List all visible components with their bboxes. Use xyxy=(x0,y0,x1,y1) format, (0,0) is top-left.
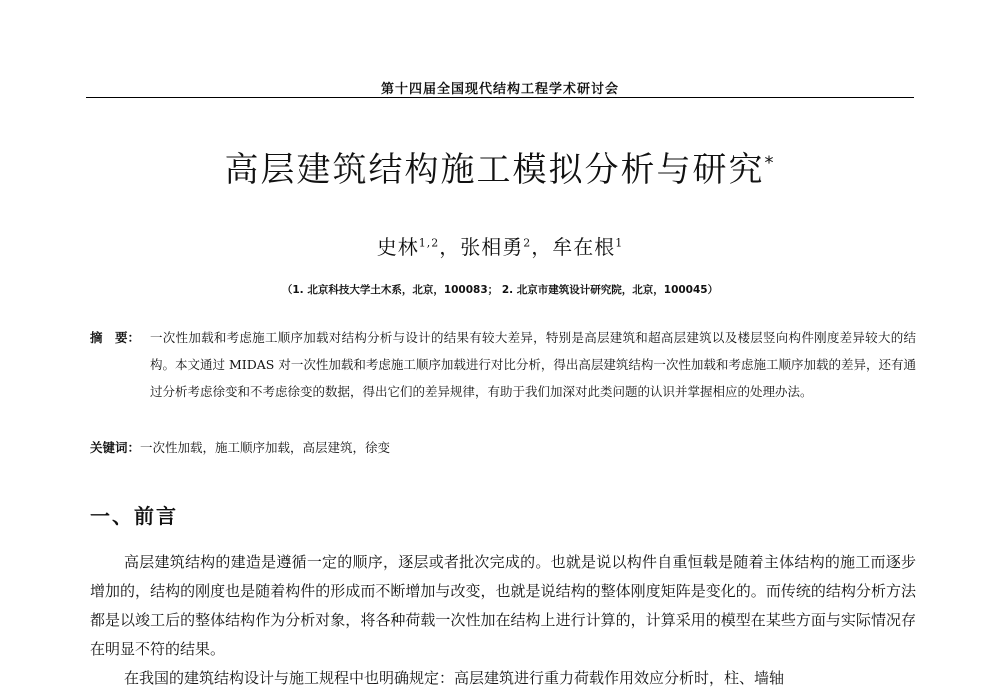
running-head: 第十四届全国现代结构工程学术研讨会 xyxy=(380,82,619,97)
author-affiliation-mark: 2 xyxy=(523,236,532,250)
author-name: 张相勇 xyxy=(460,235,524,259)
header-rule xyxy=(86,97,914,98)
body-text xyxy=(90,548,916,693)
author-affiliation-mark: 1 xyxy=(615,236,624,250)
title-footnote-mark: * xyxy=(764,152,776,174)
section-heading: 一、前言 xyxy=(90,504,178,528)
paper-title xyxy=(0,142,1000,191)
author-affiliation-mark: 1,2 xyxy=(418,236,440,250)
paragraph: 在我国的建筑结构设计与施工规程中也明确规定：高层建筑进行重力荷载作用效应分析时，柱、墙轴 xyxy=(124,669,785,687)
author-separator: ， xyxy=(439,235,461,259)
paragraph: 高层建筑结构的建造是遵循一定的顺序，逐层或者批次完成的。也就是说以构件自重恒载是随着主体结构的施工而逐步增加的，结构的刚度也是随着构件的形成而不断增加与改变，也就是说结构的整体刚度矩阵是变化的。而传统的结构分析方法都是以竣工后的整体结构作为分析对象，将各种荷载一次性加在结构上进行计算的，计算采用的模型在某些方面与实际情况存在明显不符的结果。 xyxy=(90,553,916,658)
keywords-text: 一次性加载，施工顺序加载，高层建筑，徐变 xyxy=(140,440,391,455)
author-name: 牟在根 xyxy=(552,235,616,259)
keywords-label: 关键词： xyxy=(90,440,141,455)
abstract-block xyxy=(90,324,916,405)
abstract-label: 摘 要： xyxy=(90,330,141,345)
author-name: 史林 xyxy=(376,235,419,259)
affiliations: （1. 北京科技大学土木系，北京，100083； 2. 北京市建筑设计研究院，北京，100045） xyxy=(281,284,719,296)
authors-line xyxy=(0,231,1000,260)
keywords-block xyxy=(90,438,916,456)
abstract-text: 一次性加载和考虑施工顺序加载对结构分析与设计的结果有较大差异，特别是高层建筑和超高层建筑以及楼层竖向构件刚度差异较大的结构。本文通过 MIDAS 对一次性加载和考虑施工顺序加载进行对比分析，得出高层建筑结构一次性加载和考虑施工顺序加载的差异，还有通过分析考虑徐变和不考虑徐变的数据，得出它们的差异规律，有助于我们加深对此类问题的认识并掌握相应的处理办法。 xyxy=(150,330,916,399)
author-separator: ， xyxy=(531,235,553,259)
title-text: 高层建筑结构施工模拟分析与研究 xyxy=(224,150,765,190)
